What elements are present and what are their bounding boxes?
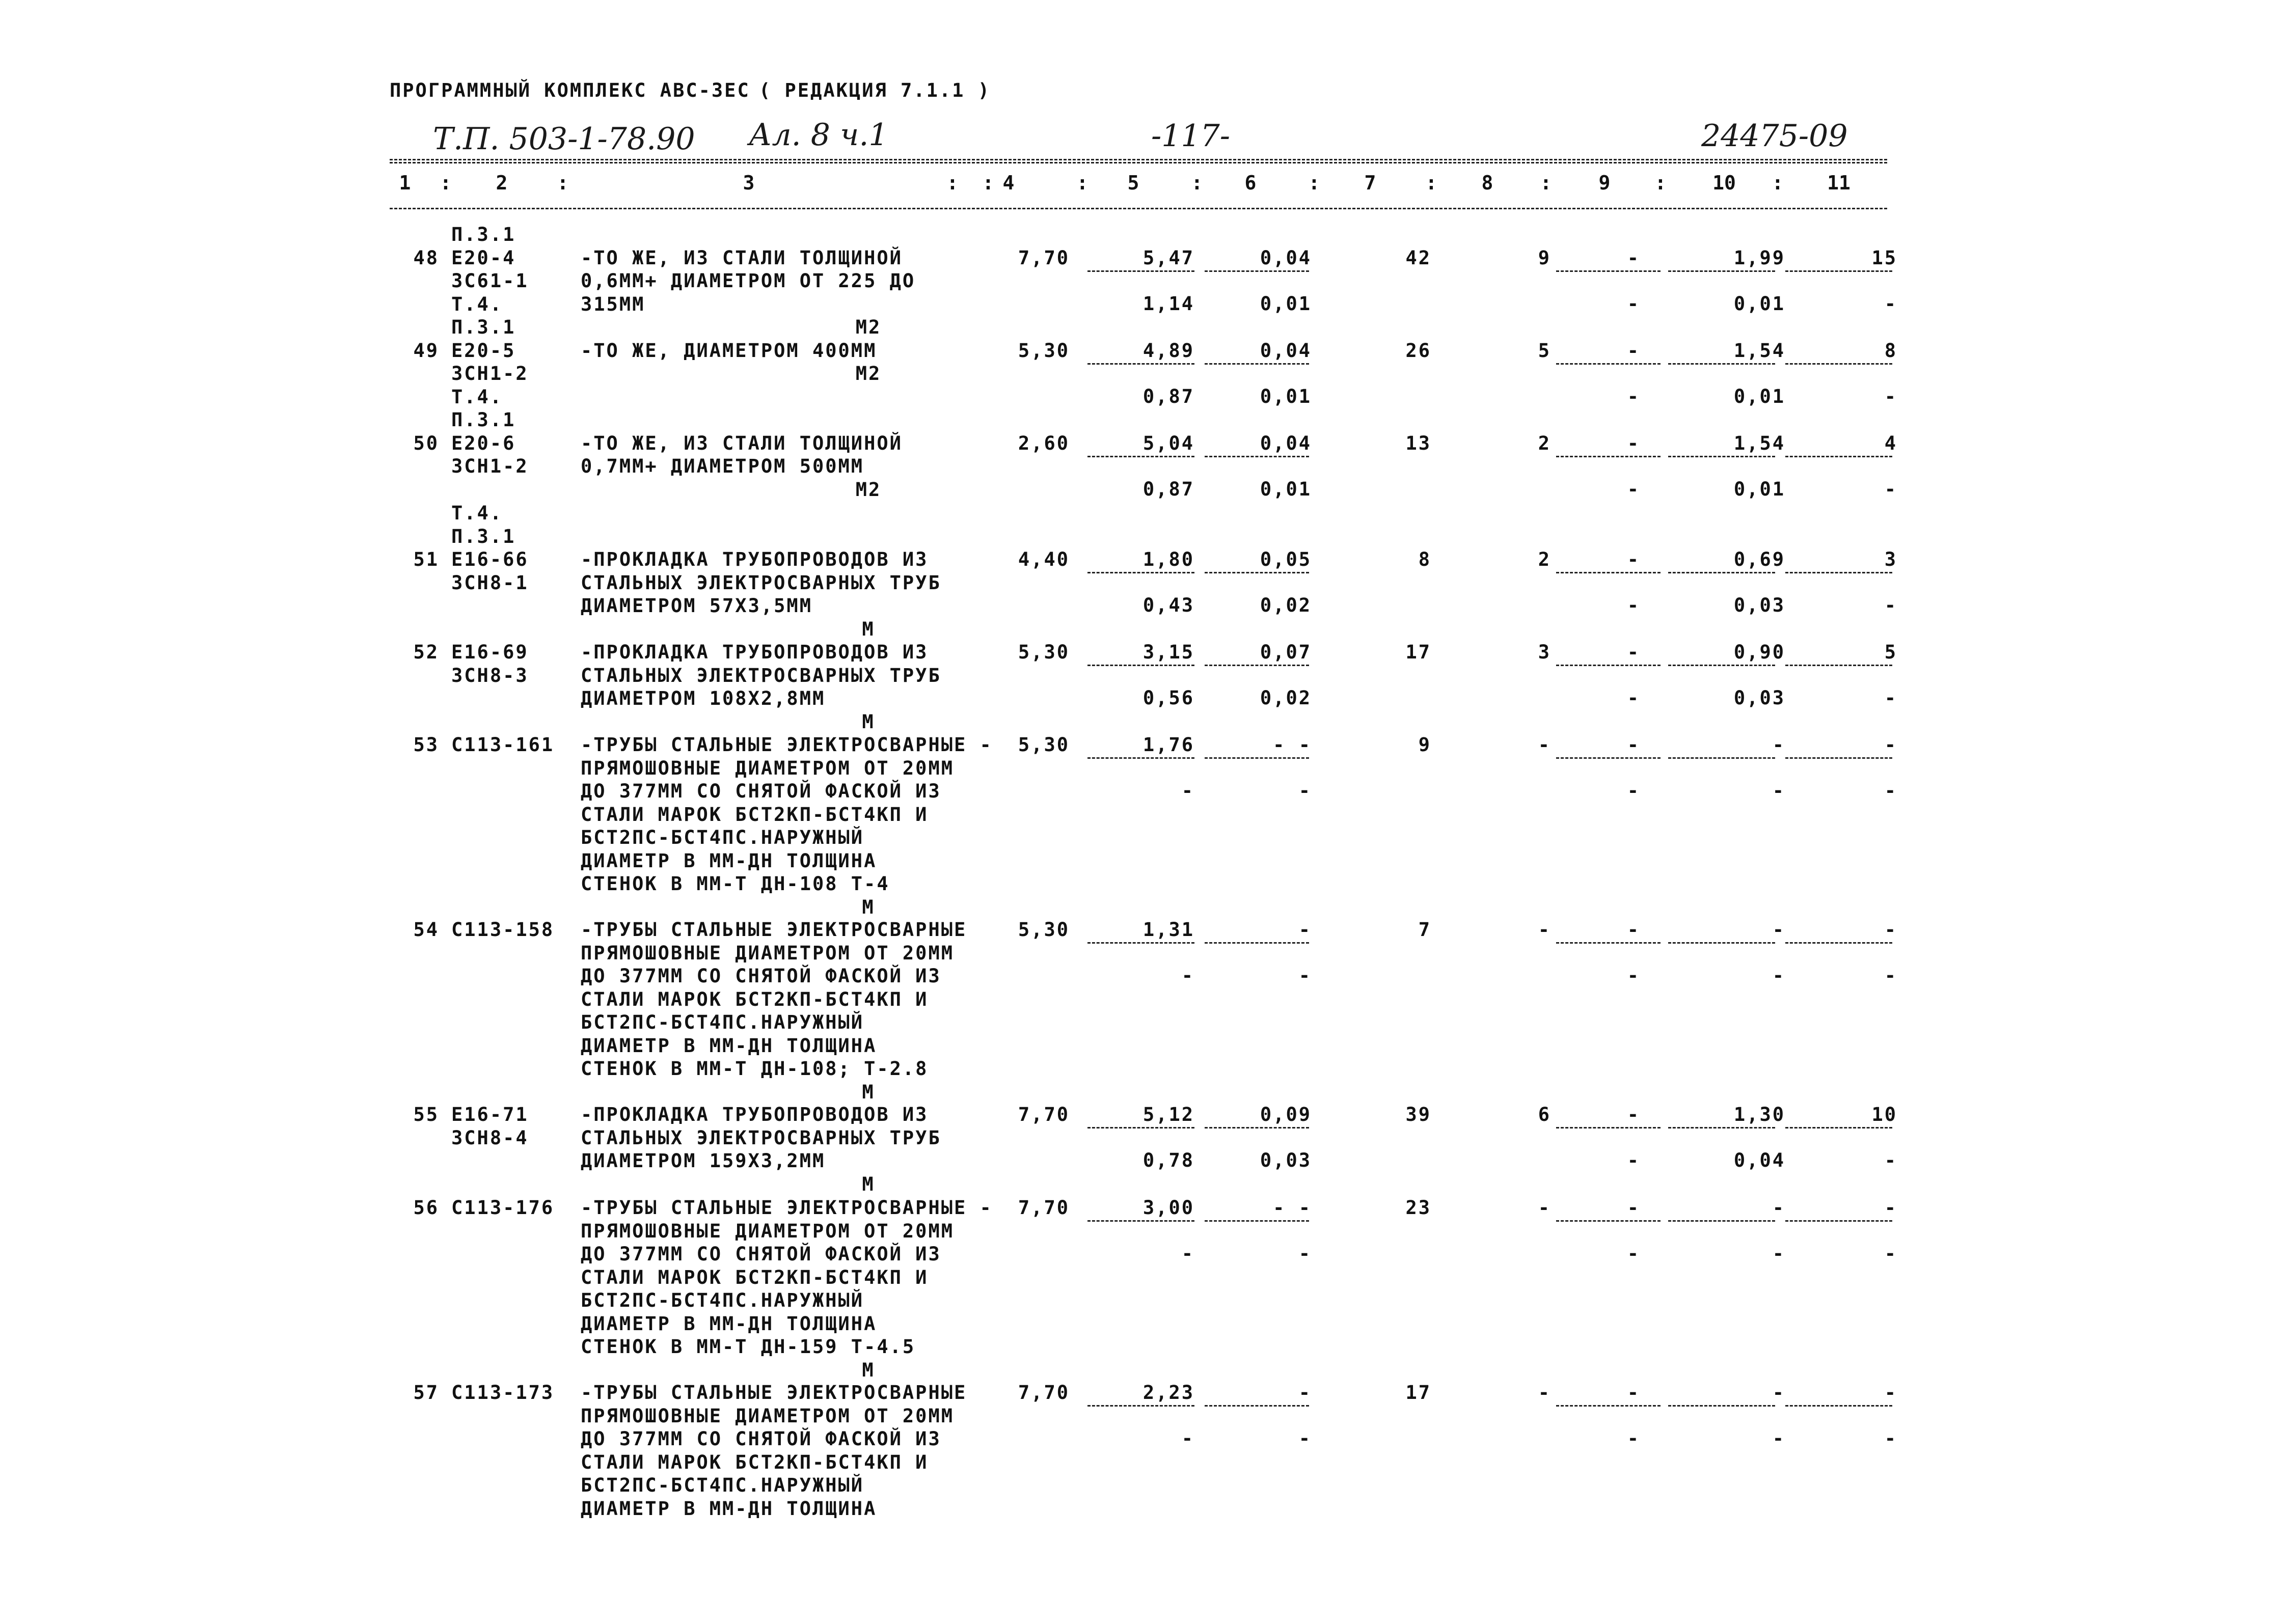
labor-total-lower: - [1884,385,1897,407]
total-value: 8 [1418,548,1431,570]
value-rule [1205,572,1309,573]
description-line: ДИАМЕТРОМ 159Х3,2ММ [581,1150,826,1172]
code-line: 3СН1-2 [451,455,529,477]
quantity: 7,70 [1018,1104,1070,1125]
cost-wages-lower: 0,01 [1260,292,1312,315]
value-rule [1205,270,1309,272]
value-rule [1205,363,1309,365]
value-rule [1668,1220,1775,1222]
total-value: 9 [1418,734,1431,756]
album-part: Ал. 8 ч.1 [749,117,888,153]
value-rule [1785,456,1892,457]
row-number: 51 [413,548,439,570]
value-rule [1087,363,1194,365]
description-line: -ТО ЖЕ, ИЗ СТАЛИ ТОЛЩИНОЙ [581,246,903,269]
code-line: Т.4. [451,386,503,408]
column-header-11: 11 [1827,172,1850,194]
description-line: ДИАМЕТР В ММ-ДН ТОЛЩИНА [581,1497,877,1520]
total-value: 39 [1405,1104,1431,1125]
value-rule [1785,572,1892,573]
description-line: ДО 377ММ СО СНЯТОЙ ФАСКОЙ ИЗ [581,1428,941,1450]
value-rule [1556,1127,1661,1128]
row-number: 55 [413,1104,439,1125]
header-rule-bottom [390,208,1887,209]
value-rule [1668,665,1775,666]
value-rule [1205,1405,1309,1407]
labor-total-lower: - [1884,965,1897,986]
column-header-5: 5 [1127,172,1139,194]
cost-total: 5,04 [1142,432,1194,454]
unit-label: М [862,1173,875,1195]
column-header-9: 9 [1598,172,1611,194]
cost-wages-lower: - [1298,965,1312,986]
unit-label: М [862,1081,875,1103]
quantity: 7,70 [1018,1382,1070,1403]
cost-total-lower: 0,78 [1142,1149,1194,1171]
cost-total-lower: - [1181,965,1194,986]
cost-wages: 0,04 [1260,246,1312,269]
labor-unit-lower: 0,03 [1733,687,1785,709]
cost-wages: - - [1273,734,1312,756]
description-line: ДИАМЕТР В ММ-ДН ТОЛЩИНА [581,1312,877,1335]
value-rule [1556,363,1661,365]
cost-wages: 0,04 [1260,432,1312,454]
labor-total: 8 [1884,339,1897,362]
value-rule [1087,1220,1194,1222]
cost-wages-lower: - [1298,1427,1312,1449]
description-line: ДИАМЕТР В ММ-ДН ТОЛЩИНА [581,849,877,872]
column-header-8: 8 [1481,172,1493,194]
value-rule [1556,665,1661,666]
column-separator: : [1654,172,1667,194]
description-line: -ТРУБЫ СТАЛЬНЫЕ ЭЛЕКТРОСВАРНЫЕ - [581,1197,993,1219]
cost-total: 3,00 [1142,1197,1194,1219]
column-separator: : [1076,172,1088,194]
labor-total: 15 [1871,246,1897,269]
description-line: ДИАМЕТРОМ 108Х2,8ММ [581,687,826,709]
row-number: 48 [413,246,439,269]
unit-label: М2 [855,316,882,338]
labor-total: - [1884,919,1897,941]
machine-value: - [1627,548,1640,570]
total-value: 7 [1418,919,1431,941]
description-line: БСТ2ПС-БСТ4ПС.НАРУЖНЫЙ [581,1011,864,1033]
cost-wages: - [1298,919,1312,941]
code-line: С113-176 [451,1197,555,1219]
machine-value-lower: - [1627,292,1640,315]
unit-label: М2 [855,478,882,501]
code-line: С113-173 [451,1382,555,1403]
machine-value: - [1627,1197,1640,1219]
value-rule [1556,1220,1661,1222]
column-header-4: 4 [1002,172,1015,194]
cost-wages-lower: 0,02 [1260,687,1312,709]
labor-total-lower: - [1884,687,1897,709]
cost-total-lower: 0,87 [1142,385,1194,407]
quantity: 7,70 [1018,1197,1070,1219]
description-line: ПРЯМОШОВНЫЕ ДИАМЕТРОМ ОТ 20ММ [581,1220,955,1242]
cost-wages-lower: 0,03 [1260,1149,1312,1171]
labor-unit-lower: 0,04 [1733,1149,1785,1171]
total-value: 17 [1405,641,1431,663]
labor-total-lower: - [1884,1427,1897,1449]
labor-total-lower: - [1884,1243,1897,1264]
value-rule [1087,1127,1194,1128]
value-rule [1668,363,1775,365]
code-line: 3С61-1 [451,270,529,292]
labor-unit-lower: - [1772,965,1785,986]
description-line: СТАЛЬНЫХ ЭЛЕКТРОСВАРНЫХ ТРУБ [581,1126,941,1149]
row-number: 57 [413,1382,439,1403]
value-rule [1785,757,1892,759]
labor-unit-lower: - [1772,1243,1785,1264]
description-line: ПРЯМОШОВНЫЕ ДИАМЕТРОМ ОТ 20ММ [581,757,955,779]
labor-total-lower: - [1884,780,1897,802]
labor-unit: 1,99 [1733,246,1785,269]
cost-total: 4,89 [1142,339,1194,362]
column-separator: : [1772,172,1784,194]
cost-total-lower: - [1181,780,1194,802]
unit-label: М [862,618,875,640]
cost-wages: - - [1273,1197,1312,1219]
code-line: Е16-69 [451,641,529,663]
code-line: С113-161 [451,734,555,756]
header-rule-top [390,159,1887,160]
labor-unit: 1,54 [1733,339,1785,362]
description-line: -ПРОКЛАДКА ТРУБОПРОВОДОВ ИЗ [581,641,929,663]
description-line: БСТ2ПС-БСТ4ПС.НАРУЖНЫЙ [581,1474,864,1496]
description-line: СТЕНОК В ММ-Т ДН-159 Т-4.5 [581,1336,916,1358]
labor-total-lower: - [1884,594,1897,616]
cost-total-lower: 1,14 [1142,292,1194,315]
code-line: Т.4. [451,502,503,524]
labor-total: 10 [1871,1104,1897,1125]
column-separator: : [1540,172,1552,194]
cost-total: 5,12 [1142,1104,1194,1125]
value-rule [1087,757,1194,759]
description-line: ДО 377ММ СО СНЯТОЙ ФАСКОЙ ИЗ [581,965,941,987]
description-line: СТАЛИ МАРОК БСТ2КП-БСТ4КП И [581,803,929,825]
labor-total-lower: - [1884,478,1897,500]
code-line: П.3.1 [451,316,516,338]
value-rule [1556,757,1661,759]
code-line: С113-158 [451,919,555,941]
value-rule [1205,456,1309,457]
total-value: 42 [1405,246,1431,269]
labor-total: 4 [1884,432,1897,454]
machine-value-lower: - [1627,385,1640,407]
machine-value-lower: - [1627,1149,1640,1171]
labor-total: 3 [1884,548,1897,570]
cost-wages-lower: - [1298,780,1312,802]
value-rule [1785,665,1892,666]
cost-total-lower: - [1181,1243,1194,1264]
column-separator: : [557,172,569,194]
code-line: Е16-66 [451,548,529,570]
code-line: Е20-4 [451,246,516,269]
labor-total: 5 [1884,641,1897,663]
code-line: Е20-5 [451,339,516,362]
column-header-10: 10 [1712,172,1736,194]
column-separator: : [946,172,959,194]
code-line: П.3.1 [451,525,516,547]
program-title: ПРОГРАММНЫЙ КОМПЛЕКС АВС-3ЕС [390,79,750,101]
cost-wages-lower: - [1298,1243,1312,1264]
value-rule [1668,1405,1775,1407]
labor-unit: 0,90 [1733,641,1785,663]
total-value: 23 [1405,1197,1431,1219]
value-rule [1668,942,1775,944]
wages-value: 9 [1538,246,1551,269]
value-rule [1087,572,1194,573]
machine-value: - [1627,919,1640,941]
code-line: Е20-6 [451,432,516,454]
total-value: 13 [1405,432,1431,454]
value-rule [1668,456,1775,457]
value-rule [1087,942,1194,944]
labor-total: - [1884,1382,1897,1403]
quantity: 4,40 [1018,548,1070,570]
project-number: Т.П. 503-1-78.90 [433,121,695,157]
labor-total-lower: - [1884,292,1897,315]
wages-value: - [1538,1382,1551,1403]
value-rule [1668,757,1775,759]
code-line: Е16-71 [451,1104,529,1125]
value-rule [1087,1405,1194,1407]
cost-wages: 0,09 [1260,1104,1312,1125]
quantity: 5,30 [1018,919,1070,941]
column-header-3: 3 [743,172,755,194]
quantity: 5,30 [1018,734,1070,756]
wages-value: 6 [1538,1104,1551,1125]
code-line: 3СН8-3 [451,664,529,686]
machine-value: - [1627,1382,1640,1403]
labor-unit-lower: 0,01 [1733,385,1785,407]
row-number: 56 [413,1197,439,1219]
unit-label: М [862,1359,875,1381]
description-line: 0,7ММ+ ДИАМЕТРОМ 500ММ [581,455,864,477]
value-rule [1556,572,1661,573]
value-rule [1556,270,1661,272]
quantity: 2,60 [1018,432,1070,454]
value-rule [1785,270,1892,272]
document-code: 24475-09 [1701,118,1848,154]
value-rule [1785,942,1892,944]
cost-wages: 0,04 [1260,339,1312,362]
wages-value: - [1538,1197,1551,1219]
description-line: СТАЛИ МАРОК БСТ2КП-БСТ4КП И [581,1451,929,1473]
unit-label: М [862,710,875,733]
row-number: 52 [413,641,439,663]
value-rule [1205,757,1309,759]
value-rule [1556,1405,1661,1407]
labor-total: - [1884,734,1897,756]
description-line: ДО 377ММ СО СНЯТОЙ ФАСКОЙ ИЗ [581,780,941,802]
description-line: СТЕНОК В ММ-Т ДН-108 Т-4 [581,873,890,895]
description-line: -ПРОКЛАДКА ТРУБОПРОВОДОВ ИЗ [581,1104,929,1125]
labor-unit-lower: - [1772,780,1785,802]
value-rule [1785,1127,1892,1128]
wages-value: - [1538,734,1551,756]
value-rule [1205,665,1309,666]
quantity: 7,70 [1018,246,1070,269]
cost-wages: 0,07 [1260,641,1312,663]
cost-total: 1,76 [1142,734,1194,756]
value-rule [1205,1127,1309,1128]
value-rule [1668,1127,1775,1128]
code-line: 3СН1-2 [451,363,529,384]
description-line: -ТРУБЫ СТАЛЬНЫЕ ЭЛЕКТРОСВАРНЫЕ [581,919,967,941]
machine-value: - [1627,734,1640,756]
value-rule [1785,1405,1892,1407]
cost-total: 3,15 [1142,641,1194,663]
total-value: 17 [1405,1382,1431,1403]
machine-value-lower: - [1627,478,1640,500]
cost-total-lower: - [1181,1427,1194,1449]
wages-value: 2 [1538,432,1551,454]
column-separator: : [982,172,994,194]
description-line: -ТО ЖЕ, ИЗ СТАЛИ ТОЛЩИНОЙ [581,432,903,454]
cost-total: 5,47 [1142,246,1194,269]
labor-total: - [1884,1197,1897,1219]
description-line: -ТРУБЫ СТАЛЬНЫЕ ЭЛЕКТРОСВАРНЫЕ [581,1382,967,1403]
machine-value: - [1627,1104,1640,1125]
wages-value: - [1538,919,1551,941]
machine-value-lower: - [1627,594,1640,616]
wages-value: 2 [1538,548,1551,570]
code-line: 3СН8-1 [451,571,529,594]
cost-wages-lower: 0,01 [1260,478,1312,500]
description-line: СТАЛЬНЫХ ЭЛЕКТРОСВАРНЫХ ТРУБ [581,571,941,594]
description-line: СТЕНОК В ММ-Т ДН-108; Т-2.8 [581,1058,929,1080]
machine-value: - [1627,641,1640,663]
machine-value: - [1627,432,1640,454]
column-header-7: 7 [1364,172,1376,194]
description-line: ДИАМЕТР В ММ-ДН ТОЛЩИНА [581,1034,877,1057]
cost-total: 1,31 [1142,919,1194,941]
cost-total: 2,23 [1142,1382,1194,1403]
unit-label: М [862,896,875,918]
labor-unit-lower: - [1772,1427,1785,1449]
value-rule [1087,665,1194,666]
labor-unit: 1,30 [1733,1104,1785,1125]
column-separator: : [1191,172,1203,194]
value-rule [1556,942,1661,944]
row-number: 49 [413,339,439,362]
labor-unit: - [1772,1197,1785,1219]
description-line: ДО 377ММ СО СНЯТОЙ ФАСКОЙ ИЗ [581,1243,941,1265]
value-rule [1205,942,1309,944]
cost-wages: - [1298,1382,1312,1403]
description-line: -ПРОКЛАДКА ТРУБОПРОВОДОВ ИЗ [581,548,929,570]
cost-total-lower: 0,87 [1142,478,1194,500]
machine-value-lower: - [1627,1427,1640,1449]
value-rule [1668,572,1775,573]
cost-wages-lower: 0,01 [1260,385,1312,407]
cost-wages: 0,05 [1260,548,1312,570]
column-header-2: 2 [496,172,508,194]
cost-total: 1,80 [1142,548,1194,570]
value-rule [1668,270,1775,272]
machine-value-lower: - [1627,687,1640,709]
unit-label: М2 [855,363,882,384]
labor-unit: - [1772,919,1785,941]
labor-unit-lower: 0,01 [1733,478,1785,500]
edition-label: ( РЕДАКЦИЯ 7.1.1 ) [759,79,991,101]
code-line: 3СН8-4 [451,1126,529,1149]
labor-total-lower: - [1884,1149,1897,1171]
page-number: -117- [1151,118,1231,154]
cost-wages-lower: 0,02 [1260,594,1312,616]
column-header-6: 6 [1244,172,1257,194]
wages-value: 3 [1538,641,1551,663]
description-line: СТАЛИ МАРОК БСТ2КП-БСТ4КП И [581,1266,929,1288]
description-line: 0,6ММ+ ДИАМЕТРОМ ОТ 225 ДО [581,270,916,292]
row-number: 50 [413,432,439,454]
description-line: БСТ2ПС-БСТ4ПС.НАРУЖНЫЙ [581,1289,864,1311]
description-line: ПРЯМОШОВНЫЕ ДИАМЕТРОМ ОТ 20ММ [581,942,955,964]
value-rule [1556,456,1661,457]
labor-unit: 1,54 [1733,432,1785,454]
labor-unit-lower: 0,03 [1733,594,1785,616]
machine-value-lower: - [1627,1243,1640,1264]
description-line: ПРЯМОШОВНЫЕ ДИАМЕТРОМ ОТ 20ММ [581,1405,955,1427]
cost-total-lower: 0,56 [1142,687,1194,709]
machine-value-lower: - [1627,965,1640,986]
header-rule-top-2 [390,162,1887,163]
description-line: -ТО ЖЕ, ДИАМЕТРОМ 400ММ [581,339,877,362]
column-header-1: 1 [399,172,411,194]
labor-unit: 0,69 [1733,548,1785,570]
value-rule [1785,1220,1892,1222]
description-line: СТАЛЬНЫХ ЭЛЕКТРОСВАРНЫХ ТРУБ [581,664,941,686]
column-separator: : [1425,172,1437,194]
labor-unit: - [1772,734,1785,756]
labor-unit: - [1772,1382,1785,1403]
description-line: СТАЛИ МАРОК БСТ2КП-БСТ4КП И [581,988,929,1010]
machine-value: - [1627,246,1640,269]
quantity: 5,30 [1018,339,1070,362]
description-line: -ТРУБЫ СТАЛЬНЫЕ ЭЛЕКТРОСВАРНЫЕ - [581,734,993,756]
value-rule [1087,270,1194,272]
column-separator: : [1308,172,1320,194]
value-rule [1785,363,1892,365]
description-line: ДИАМЕТРОМ 57Х3,5ММ [581,595,812,617]
wages-value: 5 [1538,339,1551,362]
row-number: 53 [413,734,439,756]
cost-total-lower: 0,43 [1142,594,1194,616]
description-line: БСТ2ПС-БСТ4ПС.НАРУЖНЫЙ [581,827,864,848]
machine-value: - [1627,339,1640,362]
total-value: 26 [1405,339,1431,362]
code-line: Т.4. [451,293,503,315]
column-separator: : [440,172,452,194]
description-line: 315ММ [581,293,645,315]
labor-unit-lower: 0,01 [1733,292,1785,315]
quantity: 5,30 [1018,641,1070,663]
value-rule [1087,456,1194,457]
value-rule [1205,1220,1309,1222]
code-line: П.3.1 [451,224,516,245]
row-number: 54 [413,919,439,941]
machine-value-lower: - [1627,780,1640,802]
code-line: П.3.1 [451,409,516,431]
